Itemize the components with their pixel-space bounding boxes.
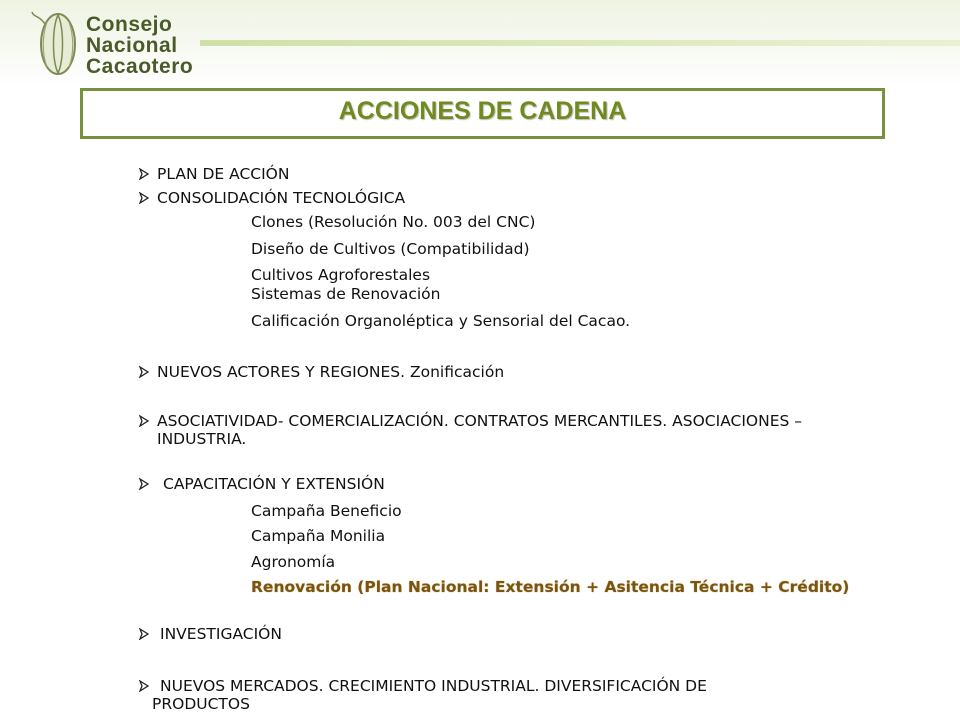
bullet-asociatividad-line1: ASOCIATIVIDAD- COMERCIALIZACIÓN. CONTRATOS MERCANTILES. ASOCIACIONES – <box>157 412 803 430</box>
arrow-bullet-icon <box>139 192 151 204</box>
bullet-consolidacion: CONSOLIDACIÓN TECNOLÓGICA <box>157 189 406 207</box>
arrow-bullet-icon <box>139 366 151 378</box>
bullet-plan-accion: PLAN DE ACCIÓN <box>157 165 290 183</box>
subitem-campana-beneficio: Campaña Beneficio <box>251 502 402 520</box>
header-accent-line <box>200 40 960 46</box>
arrow-bullet-icon <box>139 478 151 490</box>
title-box <box>80 88 885 139</box>
logo-text-line2: Nacional <box>86 34 178 57</box>
logo-text-line3: Cacaotero <box>86 55 194 78</box>
bullet-nuevos-actores: NUEVOS ACTORES Y REGIONES. Zonificación <box>157 363 505 381</box>
subitem-agroforestales: Cultivos Agroforestales <box>251 266 431 284</box>
logo <box>30 8 220 78</box>
logo-text-line1: Consejo <box>86 13 173 36</box>
bullet-investigacion: INVESTIGACIÓN <box>160 625 282 643</box>
bullet-asociatividad-line2: INDUSTRIA. <box>157 430 247 448</box>
arrow-bullet-icon <box>139 415 151 427</box>
subitem-clones: Clones (Resolución No. 003 del CNC) <box>251 213 536 231</box>
subitem-renovacion: Sistemas de Renovación <box>251 285 441 303</box>
subitem-campana-monilia: Campaña Monilia <box>251 527 386 545</box>
arrow-bullet-icon <box>139 168 151 180</box>
cacao-pod-icon <box>30 8 90 80</box>
subitem-calificacion: Calificación Organoléptica y Sensorial del Cacao. <box>251 312 631 330</box>
arrow-bullet-icon <box>139 628 151 640</box>
bullet-capacitacion: CAPACITACIÓN Y EXTENSIÓN <box>163 475 385 493</box>
subitem-diseno: Diseño de Cultivos (Compatibilidad) <box>251 240 530 258</box>
slide-title: ACCIONES DE CADENA <box>338 97 627 125</box>
subitem-renovacion-plan-nacional: Renovación (Plan Nacional: Extensión + Asitencia Técnica + Crédito) <box>251 578 850 596</box>
bullet-nuevos-mercados-line2: PRODUCTOS <box>152 695 250 713</box>
subitem-agronomia: Agronomía <box>251 553 336 571</box>
arrow-bullet-icon <box>139 680 151 692</box>
bullet-nuevos-mercados-line1: NUEVOS MERCADOS. CRECIMIENTO INDUSTRIAL. DIVERSIFICACIÓN DE <box>160 677 707 695</box>
